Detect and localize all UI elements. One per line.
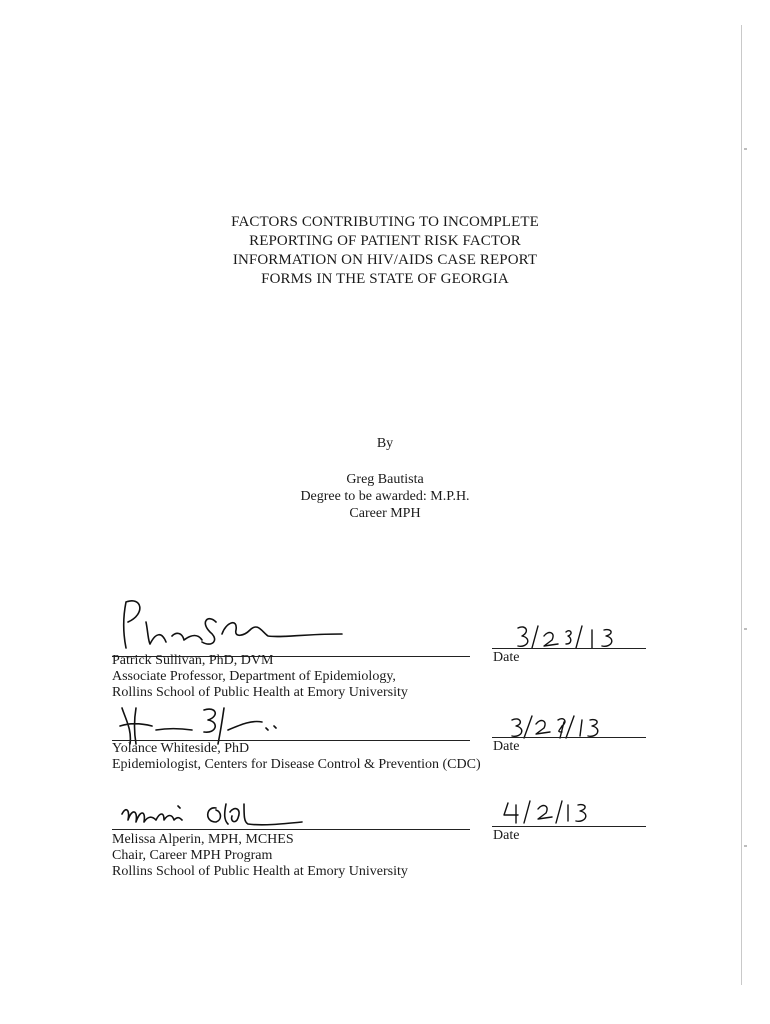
degree-line: Degree to be awarded: M.P.H.: [300, 489, 470, 504]
scan-mark: [744, 148, 747, 150]
title-line: FACTORS CONTRIBUTING TO INCOMPLETE: [231, 214, 539, 230]
signer-affiliation: Rollins School of Public Health at Emory University: [112, 685, 408, 700]
signer-affiliation: Epidemiologist, Centers for Disease Control & Prevention (CDC): [112, 757, 481, 772]
signer-affiliation: Rollins School of Public Health at Emory University: [112, 864, 408, 879]
handwritten-signature: [112, 796, 312, 836]
signer-title: Associate Professor, Department of Epidemiology,: [112, 669, 396, 684]
signer-block: [112, 653, 408, 701]
author-block: [200, 471, 570, 522]
scan-edge-line: [741, 25, 742, 985]
program-line: Career MPH: [349, 506, 421, 521]
handwritten-date: [500, 799, 610, 827]
date-label: Date: [493, 739, 520, 754]
signer-name: Yolance Whiteside, PhD: [112, 741, 250, 756]
signer-name: Patrick Sullivan, PhD, DVM: [112, 653, 274, 668]
date-line: [492, 826, 646, 827]
signer-block: [112, 741, 481, 773]
scan-mark: [744, 845, 747, 847]
signer-name: Melissa Alperin, MPH, MCHES: [112, 832, 294, 847]
author-name: Greg Bautista: [346, 472, 424, 487]
date-label: Date: [493, 828, 520, 843]
title-line: FORMS IN THE STATE OF GEORGIA: [261, 271, 509, 287]
signer-title: Chair, Career MPH Program: [112, 848, 273, 863]
thesis-title: [200, 213, 570, 289]
title-line: INFORMATION ON HIV/AIDS CASE REPORT: [232, 252, 538, 268]
signature-line: [112, 829, 470, 830]
date-line: [492, 737, 646, 738]
title-line: REPORTING OF PATIENT RISK FACTOR: [249, 233, 521, 249]
date-line: [492, 648, 646, 649]
date-label: Date: [493, 650, 520, 665]
signer-block: [112, 832, 408, 880]
by-label: By: [376, 436, 394, 451]
handwritten-signature: [112, 592, 352, 656]
scan-mark: [744, 628, 747, 630]
